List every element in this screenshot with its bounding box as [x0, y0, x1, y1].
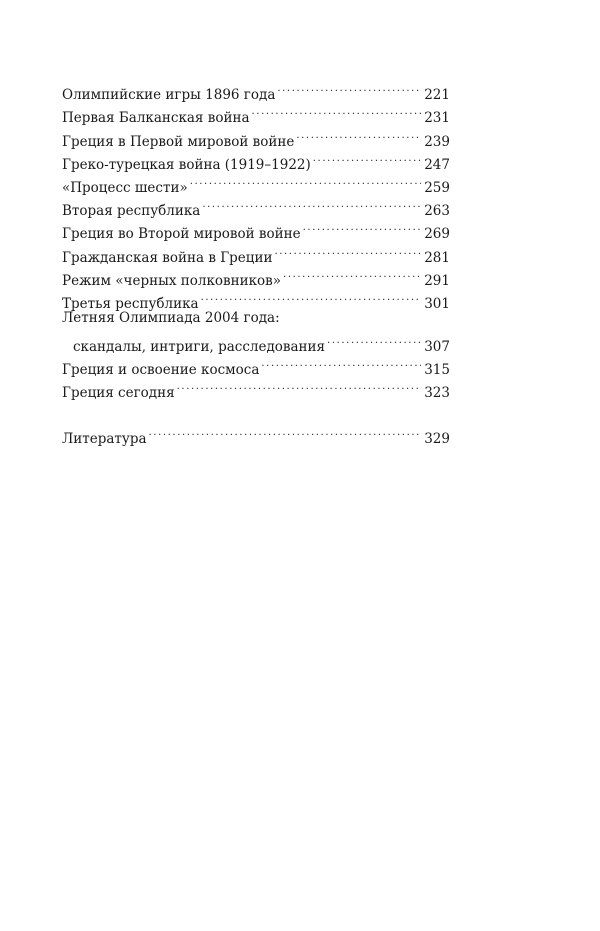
toc-entry-title: Гражданская война в Греции	[62, 249, 273, 266]
toc-entry-page: 281	[424, 249, 450, 266]
toc-entry-page: 315	[424, 362, 450, 379]
dot-leader	[202, 192, 421, 215]
toc-entry-page: 269	[424, 226, 450, 243]
toc-entry-page: 323	[424, 385, 450, 402]
toc-entry-page: 221	[424, 87, 450, 104]
toc-entry-literature[interactable]	[62, 419, 450, 447]
dot-leader	[303, 215, 422, 238]
toc-entry-page: 259	[424, 179, 450, 196]
toc-entry-page: 329	[424, 430, 450, 447]
toc-entry[interactable]	[62, 308, 450, 356]
dot-leader	[283, 262, 421, 285]
toc-entry-title: Олимпийские игры 1896 года	[62, 87, 276, 104]
toc-entry-page: 231	[424, 110, 450, 127]
toc-entry-title: Летняя Олимпиада 2004 года:	[62, 309, 280, 326]
toc-entry-page: 301	[424, 295, 450, 312]
toc-entry-title: Режим «черных полковников»	[62, 272, 282, 289]
toc-entry-title: «Процесс шести»	[62, 179, 188, 196]
dot-leader	[177, 374, 422, 397]
dot-leader	[149, 419, 422, 442]
toc-entry-title: Греция и освоение космоса	[62, 362, 260, 379]
toc-entry-title: Первая Балканская война	[62, 110, 250, 127]
toc-entry-title: Третья республика	[62, 295, 199, 312]
dot-leader	[327, 328, 421, 351]
toc-entry-page: 291	[424, 272, 450, 289]
dot-leader	[252, 99, 422, 122]
dot-leader	[313, 146, 421, 169]
toc-entry-title: Греция во Второй мировой войне	[62, 226, 301, 243]
toc-entry-title: Греко-турецкая война (1919–1922)	[62, 156, 311, 173]
toc-entry-title: Литература	[62, 430, 147, 447]
dot-leader	[261, 351, 421, 374]
toc-entry-page: 239	[424, 133, 450, 150]
dot-leader	[190, 169, 422, 192]
dot-leader	[274, 238, 421, 261]
dot-leader	[201, 285, 422, 308]
table-of-contents	[62, 76, 450, 447]
toc-entry-title: Греция в Первой мировой войне	[62, 133, 295, 150]
toc-entry-page: 263	[424, 203, 450, 220]
dot-leader	[296, 122, 421, 145]
dot-leader	[277, 76, 421, 99]
toc-entry-subtitle: скандалы, интриги, расследования	[73, 339, 326, 356]
toc-entry-page: 307	[424, 339, 450, 356]
toc-entry-title: Вторая республика	[62, 203, 201, 220]
toc-entry-title: Греция сегодня	[62, 385, 175, 402]
toc-entry-page: 247	[424, 156, 450, 173]
toc-entry[interactable]	[62, 76, 450, 104]
